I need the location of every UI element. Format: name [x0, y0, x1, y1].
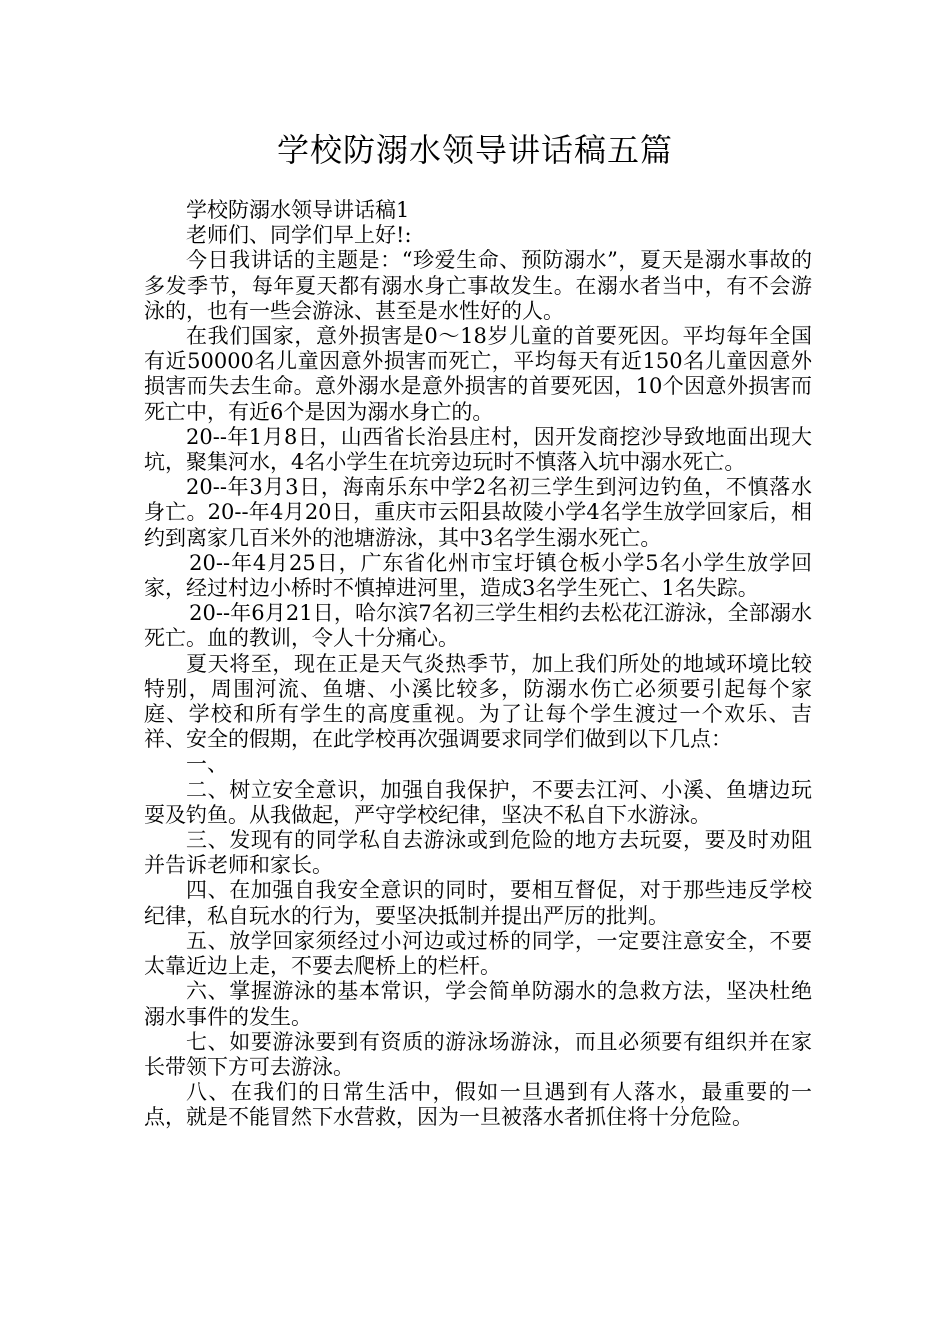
list-item-8: 八、在我们的日常生活中，假如一旦遇到有人落水，最重要的一点，就是不能冒然下水营救，因为一旦被落水者抓住将十分危险。 [144, 1080, 812, 1130]
list-item-1: 一、 [186, 752, 228, 777]
paragraph-case-shanxi: 20--年1月8日，山西省长治县庄村，因开发商挖沙导致地面出现大坑，聚集河水，4名小学生在坑旁边玩时不慎落入坑中溺水死亡。 [144, 424, 812, 475]
list-item-6: 六、掌握游泳的基本常识，学会简单防溺水的急救方法，坚决杜绝溺水事件的发生。 [144, 979, 812, 1029]
paragraph-case-hainan-chongqing: 20--年3月3日，海南乐东中学2名初三学生到河边钓鱼，不慎落水身亡。20--年4月20日，重庆市云阳县故陵小学4名学生放学回家后，相约到离家几百米外的池塘游泳，其中3名学生溺水死亡。 [144, 475, 812, 550]
paragraph-topic: 今日我讲话的主题是：“珍爱生命、预防溺水”，夏天是溺水事故的多发季节，每年夏天都有溺水身亡事故发生。在溺水者当中，有不会游泳的，也有一些会游泳、甚至是水性好的人。 [144, 248, 812, 323]
list-item-3: 三、发现有的同学私自去游泳或到危险的地方去玩耍，要及时劝阻并告诉老师和家长。 [144, 828, 812, 878]
paragraph-case-guangdong: 20--年4月25日，广东省化州市宝圩镇仓板小学5名小学生放学回家，经过村边小桥时不慎掉进河里，造成3名学生死亡、1名失踪。 [144, 550, 812, 601]
speech-greeting: 老师们、同学们早上好!: [186, 223, 412, 248]
document-body [144, 198, 812, 1131]
list-item-7: 七、如要游泳要到有资质的游泳场游泳，而且必须要有组织并在家长带领下方可去游泳。 [144, 1029, 812, 1079]
paragraph-summer-warning: 夏天将至，现在正是天气炎热季节，加上我们所处的地域环境比较特别，周围河流、鱼塘、小溪比较多，防溺水伤亡必须要引起每个家庭、学校和所有学生的高度重视。为了让每个学生渡过一个欢乐、吉祥、安全的假期，在此学校再次强调要求同学们做到以下几点： [144, 651, 812, 752]
list-item-4: 四、在加强自我安全意识的同时，要相互督促，对于那些违反学校纪律，私自玩水的行为，要坚决抵制并提出严厉的批判。 [144, 878, 812, 928]
list-item-5: 五、放学回家须经过小河边或过桥的同学，一定要注意安全，不要太靠近边上走，不要去爬桥上的栏杆。 [144, 928, 812, 979]
paragraph-statistics: 在我们国家，意外损害是0～18岁儿童的首要死因。平均每年全国有近50000名儿童因意外损害而死亡，平均每天有近150名儿童因意外损害而失去生命。意外溺水是意外损害的首要死因，10个因意外损害而死亡中，有近6个是因为溺水身亡的。 [144, 324, 812, 424]
list-item-2: 二、树立安全意识，加强自我保护，不要去江河、小溪、鱼塘边玩耍及钓鱼。从我做起，严守学校纪律，坚决不私自下水游泳。 [144, 777, 812, 827]
paragraph-case-harbin: 20--年6月21日，哈尔滨7名初三学生相约去松花江游泳，全部溺水死亡。血的教训，令人十分痛心。 [144, 601, 812, 651]
document-title: 学校防溺水领导讲话稿五篇 [276, 131, 673, 169]
speech-subtitle: 学校防溺水领导讲话稿1 [186, 198, 410, 222]
